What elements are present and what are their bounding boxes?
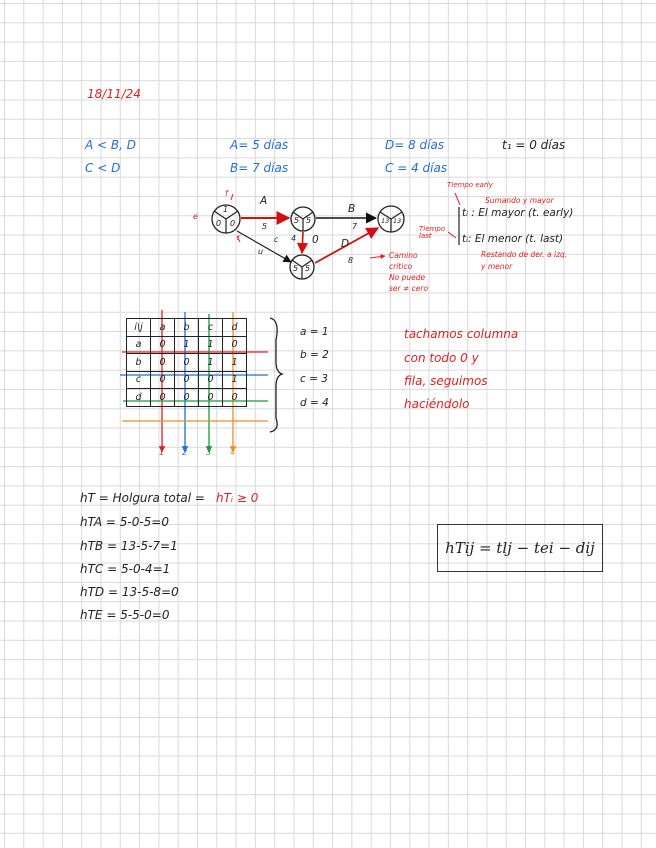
holgura-e: hTE = 5-5-0=0: [80, 608, 170, 622]
assign-d: d = 4: [300, 397, 329, 409]
matrix-cell: 0: [151, 354, 175, 372]
matrix-row: [127, 319, 247, 337]
matrix-cell: 1: [199, 336, 223, 354]
matrix-cell: b: [175, 319, 199, 337]
label-d-dur: 8: [348, 256, 354, 265]
matrix-cell: c: [127, 371, 151, 389]
start-left: 0: [216, 219, 222, 228]
note-tiempo-last: Tiempo last: [419, 225, 446, 241]
note-tiempo-early: Tiempo early: [447, 181, 493, 189]
assign-a: a = 1: [300, 326, 329, 338]
duration-d: D= 8 días: [385, 138, 445, 152]
matrix-row: [127, 354, 247, 372]
holgura-title: hT = Holgura total =: [80, 491, 205, 505]
holgura-b: hTB = 13-5-7=1: [80, 539, 178, 553]
start-right: 0: [230, 219, 236, 228]
matrix-row: [127, 336, 247, 354]
label-b-dur: 7: [352, 222, 358, 231]
note-t-mayor: tᵢ : El mayor (t. early): [462, 207, 574, 219]
end-left: 13: [381, 217, 390, 225]
matrix-cell: 0: [175, 354, 199, 372]
label-f: f: [225, 189, 228, 198]
note-t-menor: tᵢ: El menor (t. last): [462, 233, 564, 245]
matrix-cell: 0: [175, 389, 199, 407]
order-number-1: 1: [159, 448, 165, 457]
matrix-cell: 0: [175, 371, 199, 389]
node3-right: 5: [305, 264, 311, 273]
label-a: A: [260, 195, 268, 207]
matrix-cell: b: [127, 354, 151, 372]
matrix-cell: 0: [151, 389, 175, 407]
pointer-critical: [370, 256, 385, 258]
duration-a: A= 5 días: [230, 138, 289, 152]
matrix-row: [127, 389, 247, 407]
arrow-dummy: [302, 232, 303, 253]
holgura-condition: hTᵢ ≥ 0: [216, 491, 259, 505]
matrix-row: [127, 371, 247, 389]
end-right: 13: [393, 217, 402, 225]
brace: [270, 318, 282, 432]
label-d: D: [341, 238, 350, 250]
label-c-dur: 4: [291, 234, 297, 243]
label-r: r: [237, 233, 241, 242]
matrix-cell: d: [223, 319, 247, 337]
label-zero: 0: [312, 234, 319, 246]
duration-b: B= 7 días: [230, 161, 289, 175]
note-line-3: fila, seguimos: [404, 374, 488, 388]
node3-left: 5: [293, 264, 299, 273]
note-sumando: Sumando y mayor: [485, 196, 554, 205]
holgura-d: hTD = 13-5-8=0: [80, 585, 179, 599]
matrix-cell: i\j: [127, 319, 151, 337]
note-line-2: con todo 0 y: [404, 351, 479, 365]
relation-2: C < D: [85, 161, 121, 175]
order-number-3: 3: [206, 448, 212, 457]
note-line-4: haciéndolo: [404, 397, 470, 411]
note-line-1: tachamos columna: [404, 327, 519, 341]
assign-c: c = 3: [300, 373, 328, 385]
matrix-cell: 1: [175, 336, 199, 354]
label-c: c: [274, 235, 279, 244]
node2-left: 5: [294, 216, 300, 225]
matrix-cell: 1: [223, 371, 247, 389]
date: 18/11/24: [87, 87, 141, 101]
arrow-c: [237, 231, 291, 262]
order-number-4: 4: [230, 448, 236, 457]
assign-b: b = 2: [300, 349, 329, 361]
matrix-cell: 0: [151, 371, 175, 389]
relation-1: A < B, D: [85, 138, 136, 152]
duration-c: C = 4 días: [385, 161, 448, 175]
critical-1: Camino: [389, 251, 418, 260]
matrix-cell: 0: [199, 371, 223, 389]
holgura-c: hTC = 5-0-4=1: [80, 562, 171, 576]
start-tick: [231, 194, 233, 200]
note-restando: Restando de der. a izq.: [481, 250, 568, 259]
matrix-cell: c: [199, 319, 223, 337]
critical-3: No puede: [389, 273, 426, 282]
label-u: u: [258, 247, 264, 256]
matrix-cell: 0: [223, 389, 247, 407]
note-y-menor: y menor: [481, 262, 513, 271]
critical-2: crítico: [389, 262, 413, 271]
holgura-a: hTA = 5-0-5=0: [80, 515, 169, 529]
order-number-2: 2: [182, 448, 188, 457]
formula-box: [437, 524, 603, 572]
start-top: 1: [223, 205, 229, 214]
node2-right: 5: [306, 216, 312, 225]
matrix-cell: 0: [223, 336, 247, 354]
t1-value: t₁ = 0 días: [502, 138, 566, 152]
matrix-cell: 0: [199, 389, 223, 407]
matrix-cell: a: [127, 336, 151, 354]
pointer-early: [455, 193, 460, 205]
critical-4: ser ≠ cero: [389, 284, 429, 293]
matrix-cell: 1: [199, 354, 223, 372]
label-a-dur: 5: [262, 222, 268, 231]
label-e: e: [193, 212, 198, 221]
matrix-cell: d: [127, 389, 151, 407]
label-b: B: [348, 203, 356, 215]
matrix-cell: a: [151, 319, 175, 337]
formula-text: hTij = tlj − tei − dij: [445, 539, 595, 557]
matrix-cell: 1: [223, 354, 247, 372]
matrix-cell: 0: [151, 336, 175, 354]
adjacency-matrix: [126, 318, 247, 407]
